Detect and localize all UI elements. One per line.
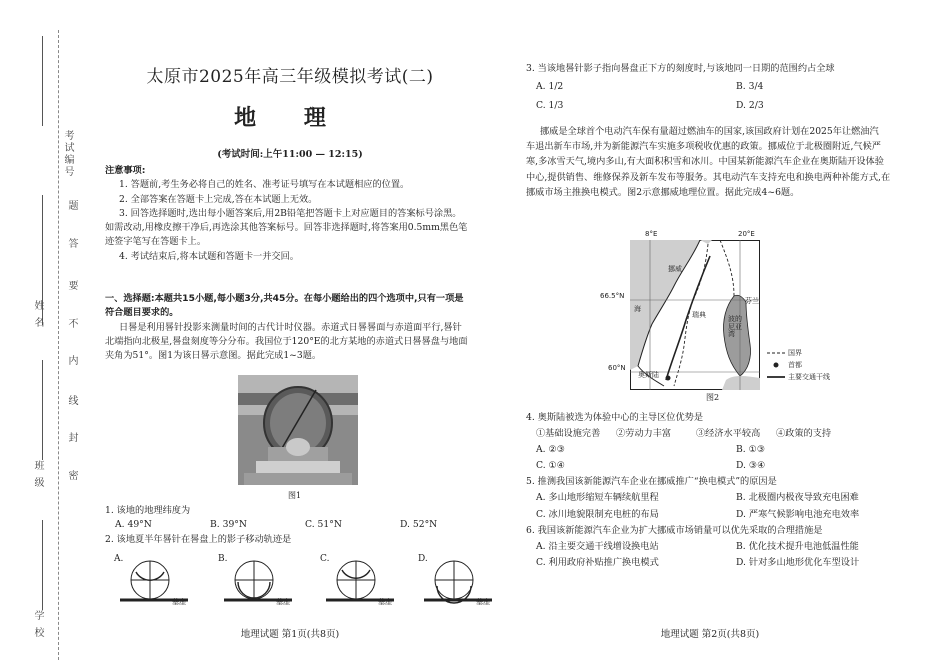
passage-line: 北端指向北极星,晷盘刻度等分分布。我国位于120°E的北方某地的赤道式日晷晷盘与地面: [105, 335, 468, 347]
base-label: 基座: [378, 598, 392, 606]
notes-item: 3. 回答选择题时,选出每小题答案后,用2B铅笔把答题卡上对应题目的答案标号涂黑。: [119, 207, 462, 219]
map-lat-top: 66.5°N: [600, 292, 625, 300]
map-label-gulf: 波的尼亚湾: [728, 315, 742, 339]
option: C. 冰川地貌限制充电桩的布局: [536, 508, 659, 520]
option: A. ②③: [536, 444, 565, 456]
map-label-sea: 海: [634, 305, 641, 313]
option: B. ①③: [736, 444, 766, 456]
notes-item: 1. 答题前,考生务必将自己的姓名、准考证号填写在本试题相应的位置。: [119, 179, 410, 191]
seal-dashed-line: [58, 30, 59, 660]
page-footer-right: 地理试题 第2页(共8页): [660, 629, 760, 640]
option: A. 49°N: [115, 519, 152, 531]
question-stem: 2. 该地夏半年晷针在晷盘上的影子移动轨迹是: [105, 533, 292, 545]
seal-char: 封: [66, 432, 77, 444]
seal-char: 题: [66, 200, 77, 212]
question-1: [105, 504, 515, 547]
name-label: 姓 名: [32, 300, 43, 330]
choice: ④政策的支持: [776, 428, 832, 440]
notes-item: 迹签字笔写在答题卡上。: [105, 236, 207, 248]
question-stem: 3. 当该地晷针影子指向晷盘正下方的刻度时,与该地同一日期的范围约占全球: [526, 63, 835, 74]
school-blank: [42, 520, 43, 610]
binding-margin: [0, 0, 80, 672]
option: B.: [218, 554, 228, 564]
choice: ②劳动力丰富: [616, 428, 672, 440]
option: A. 沿主要交通干线增设换电站: [536, 540, 659, 552]
passage-line: 日晷是利用晷针投影来测量时间的古代计时仪器。赤道式日晷晷面与赤道面平行,晷针: [119, 321, 462, 333]
fig1-caption: 图1: [288, 491, 302, 500]
seal-char: 不: [66, 318, 77, 330]
option: B. 39°N: [210, 519, 247, 531]
exam-time: (考试时间:上午11:00 — 12:15): [217, 149, 363, 160]
exam-no-label: 考试编号: [62, 130, 73, 178]
base-label: 基座: [276, 598, 290, 606]
option: C. 利用政府补贴推广换电模式: [536, 556, 659, 568]
base-label: 基座: [476, 598, 490, 606]
page-footer-left: 地理试题 第1页(共8页): [240, 629, 340, 640]
notes-heading: 注意事项:: [105, 165, 146, 176]
option: C.: [320, 554, 330, 564]
section-heading-cont: 符合题目要求的。: [105, 307, 179, 319]
option: D. 2/3: [736, 99, 764, 111]
passage-norway: [526, 124, 936, 200]
option: A. 1/2: [536, 81, 564, 93]
option: C. 51°N: [305, 519, 342, 531]
option: D. 52°N: [400, 519, 438, 531]
map-legend-symbols: [765, 348, 787, 384]
passage-line: 夹角为51°。图1为该日晷示意图。据此完成1~3题。: [105, 350, 322, 361]
choice: ③经济水平较高: [696, 428, 761, 440]
option: D. 严寒气候影响电池充电效率: [736, 508, 860, 520]
option: D. ③④: [736, 460, 766, 472]
map-lon-right: 20°E: [738, 230, 755, 238]
map-lat-bottom: 60°N: [608, 364, 626, 372]
option: B. 北极圈内极夜导致充电困难: [736, 492, 859, 504]
option: B. 3/4: [736, 81, 764, 93]
option: D. 针对多山地形优化车型设计: [736, 556, 860, 568]
legend-capital: 首都: [788, 361, 802, 369]
option: D.: [418, 554, 428, 564]
passage-line: 中心,提供销售、维修保养及新车发布等服务。其电动汽车支持充电和换电两种补能方式,在: [526, 171, 891, 183]
question-stem: 4. 奥斯陆被选为体验中心的主导区位优势是: [526, 412, 704, 423]
choice: ①基础设施完善: [536, 428, 601, 440]
map-label-oslo: 奥斯陆: [638, 371, 659, 379]
class-blank: [42, 360, 43, 460]
legend-road: 主要交通干线: [788, 373, 830, 381]
norway-map: [600, 230, 840, 400]
option: A. 多山地形缩短车辆续航里程: [536, 492, 659, 504]
legend-border: 国界: [788, 349, 802, 357]
map-label-norway: 挪威: [668, 265, 682, 273]
seal-char: 密: [66, 470, 77, 482]
map-lon-left: 8°E: [645, 230, 658, 238]
option: C. 1/3: [536, 99, 564, 111]
question-stem: 6. 我国该新能源汽车企业为扩大挪威市场销量可以优先采取的合理措施是: [526, 524, 823, 536]
q2-diagrams: [112, 554, 512, 614]
notes-item: 如需改动,用橡皮擦干净后,再选涂其他答案标号。回答非选择题时,将答案用0.5mm黑色笔: [105, 222, 468, 233]
passage-line: 挪威是全球首个电动汽车保有量超过燃油车的国家,该国政府计划在2025年让燃油汽: [540, 126, 879, 137]
map-label-sweden: 瑞典: [692, 311, 706, 319]
section-one: [105, 292, 505, 363]
map-label-finland: 芬兰: [745, 297, 759, 305]
option: A.: [114, 554, 124, 564]
school-label: 学 校: [32, 610, 43, 640]
passage-line: 寒,多冰雪天气,境内多山,有大面积积雪和冰川。中国某新能源汽车企业在奥斯陆开设体验: [526, 156, 884, 168]
exam-title: 太原市2025年高三年级模拟考试(二): [146, 67, 434, 87]
section-heading: 一、选择题:本题共15小题,每小题3分,共45分。在每小题给出的四个选项中,只有一项是: [105, 293, 464, 304]
base-label: 基座: [172, 598, 186, 606]
passage-line: 车退出新车市场,并为新能源汽车实施多项税收优惠的政策。挪威位于北极圈附近,气候严: [526, 141, 881, 153]
seal-char: 答: [66, 238, 77, 250]
fig2-caption: 图2: [706, 393, 720, 402]
sundial-photo: [238, 375, 358, 485]
question-stem: 5. 推测我国该新能源汽车企业在挪威推广“换电模式”的原因是: [526, 476, 777, 488]
option: B. 优化技术提升电池低温性能: [736, 540, 859, 552]
notes-item: 2. 全部答案在答题卡上完成,答在本试题上无效。: [119, 193, 318, 205]
exam-no-blank: [42, 36, 43, 126]
question-stem: 1. 该地的地理纬度为: [105, 505, 191, 516]
option: C. ①④: [536, 460, 566, 472]
class-label: 班 级: [32, 460, 43, 490]
question-3: [526, 62, 936, 113]
notes-item: 4. 考试结束后,将本试题和答题卡一并交回。: [119, 250, 299, 262]
seal-char: 线: [66, 395, 77, 407]
subject-title: 地 理: [234, 106, 346, 131]
seal-char: 要: [66, 280, 77, 292]
seal-char: 内: [66, 355, 77, 367]
notes-block: [105, 164, 505, 264]
passage-line: 挪威市场主推换电模式。图2示意挪威地理位置。据此完成4~6题。: [526, 186, 800, 198]
questions-4-6: [526, 410, 936, 571]
